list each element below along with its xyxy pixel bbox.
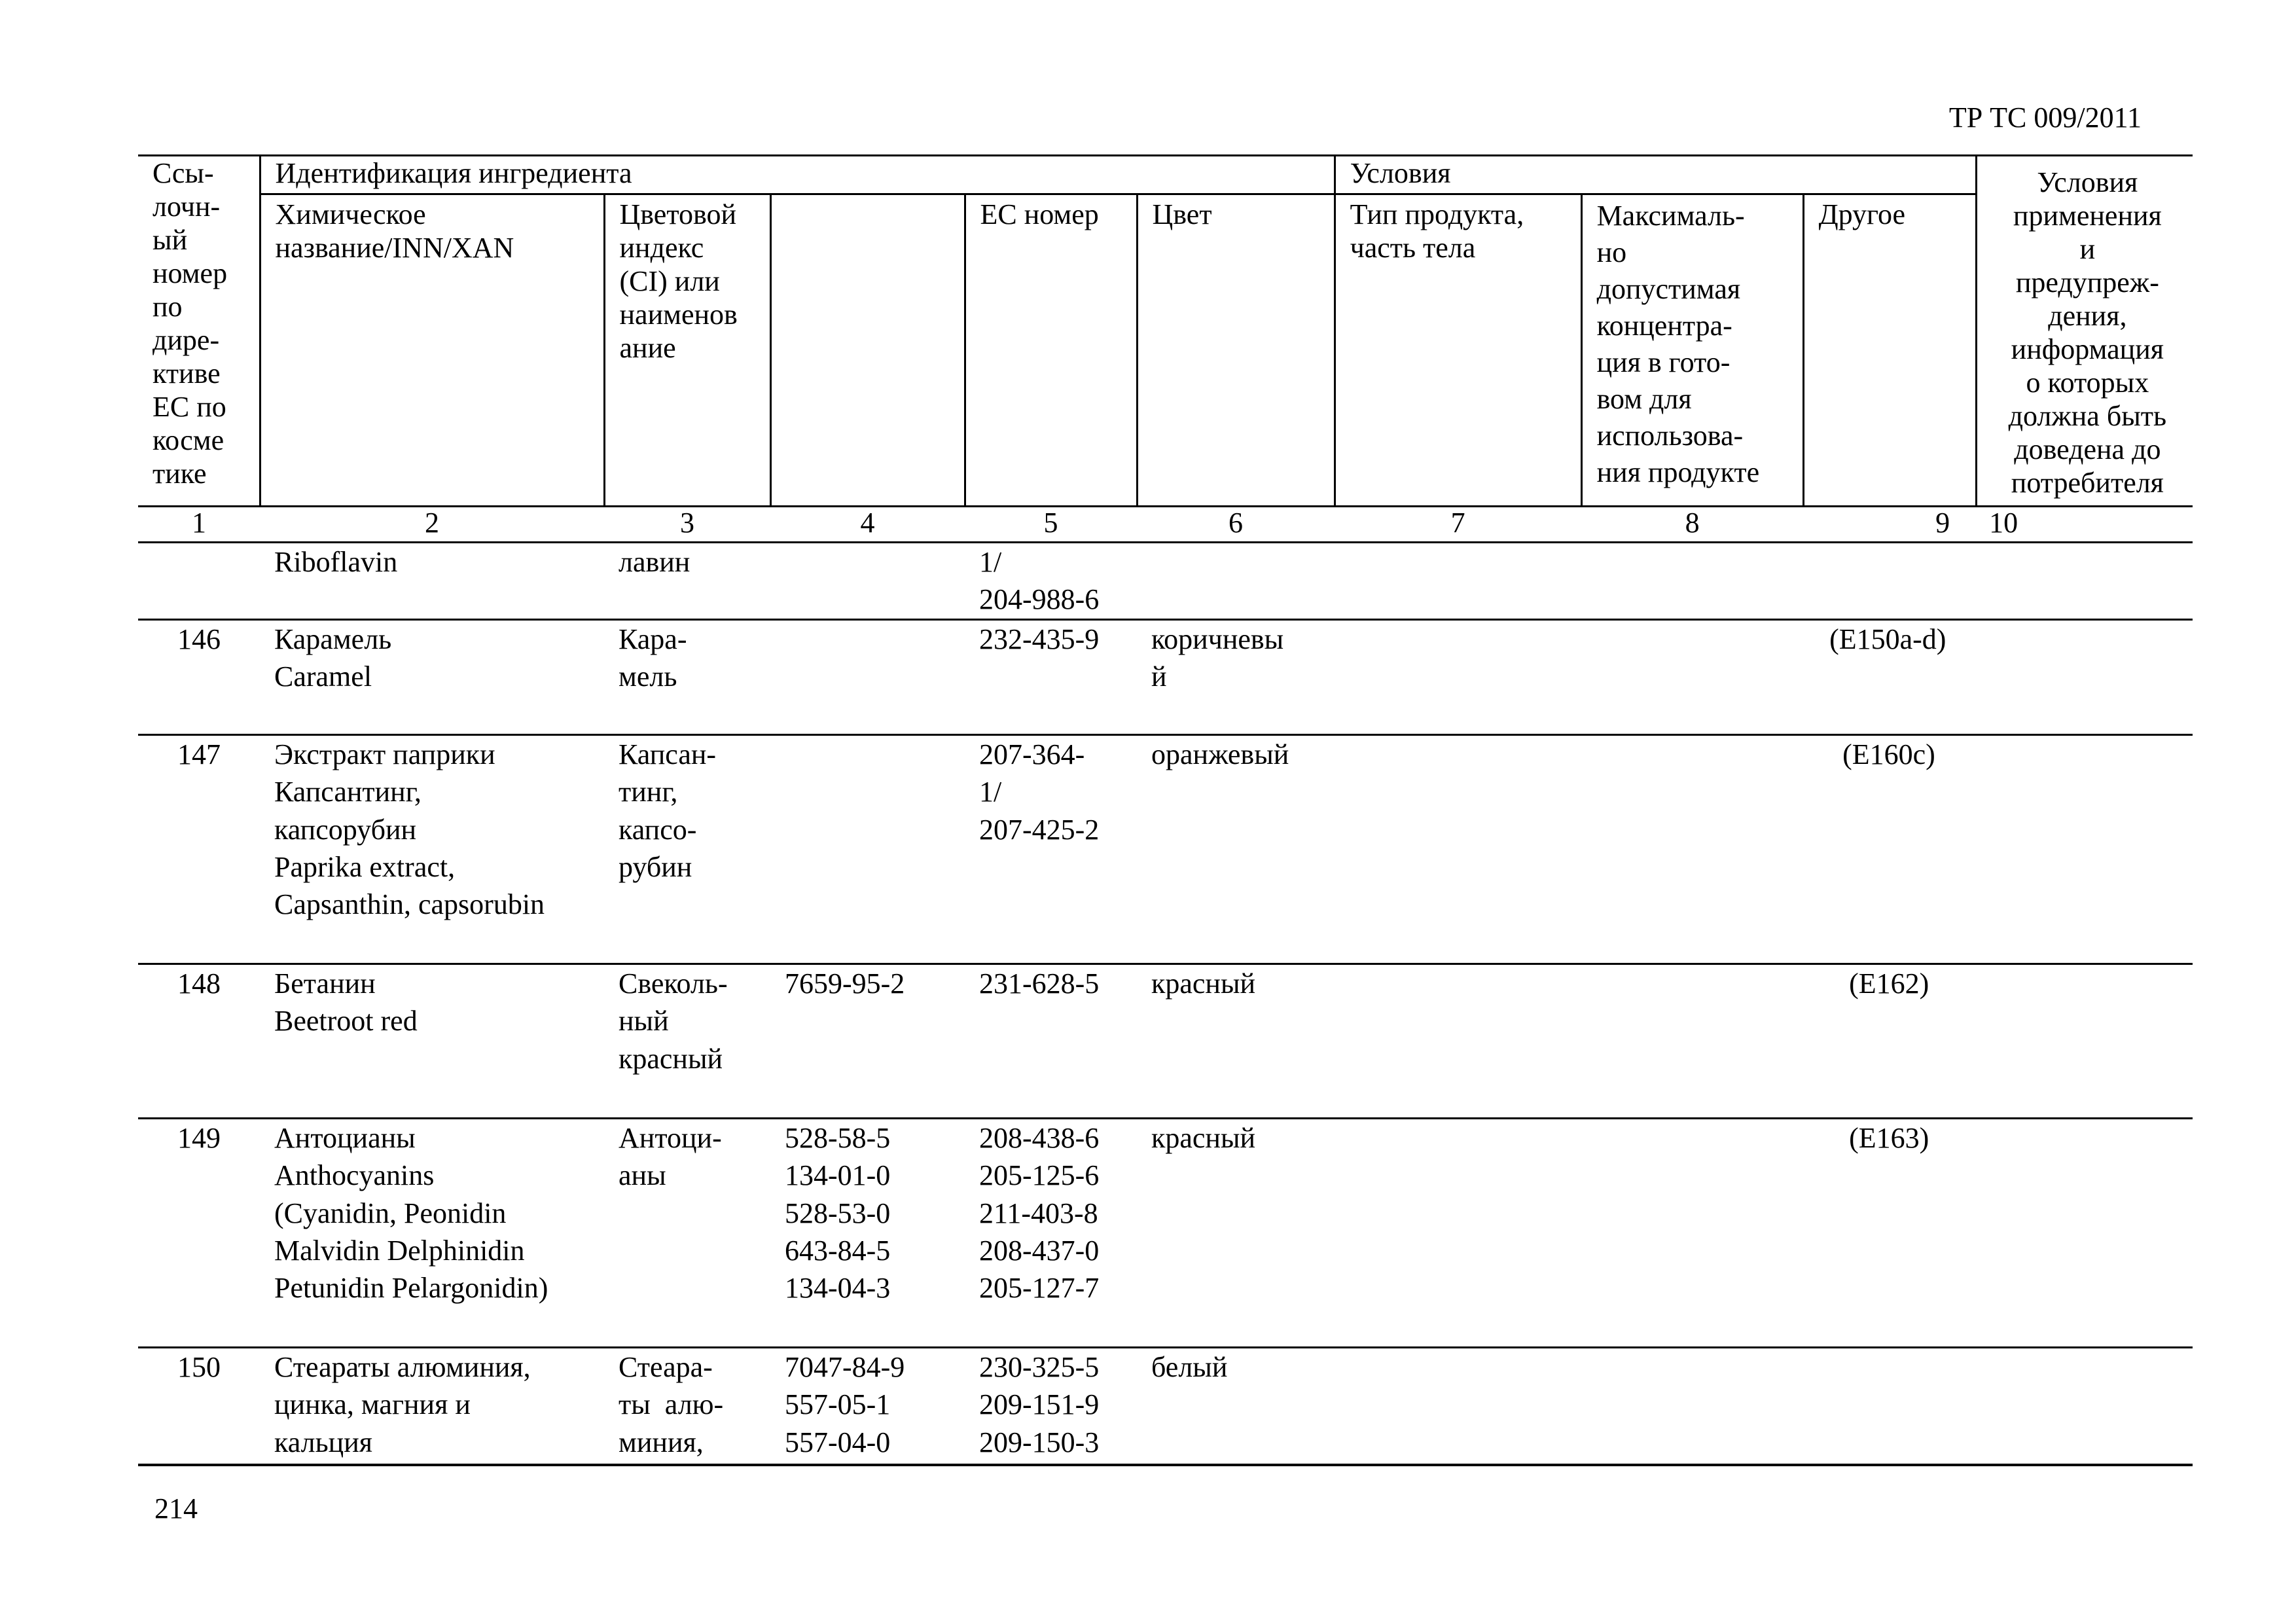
cell-ec: 230-325-5 209-151-9 209-150-3: [965, 1347, 1137, 1465]
cell-other: [1803, 1347, 1976, 1465]
cell-ec: 231-628-5: [965, 964, 1137, 1118]
cell-ref: 146: [138, 619, 260, 734]
cell-other: (E162): [1803, 964, 2193, 1118]
cell-name: Стеараты алюминия, цинка, магния и кальция: [260, 1347, 604, 1465]
cell-color: красный: [1137, 964, 1335, 1118]
cell-product-type: [1335, 619, 1581, 734]
header-color-index: Цветовой индекс (CI) или наименов ание: [604, 194, 770, 507]
cell-color: красный: [1137, 1118, 1335, 1347]
cell-ref: [138, 543, 260, 620]
column-number: 8: [1581, 507, 1803, 543]
table-row: [138, 734, 2193, 964]
cell-ci: Антоци- аны: [604, 1118, 770, 1347]
column-numbers-row: [138, 507, 2193, 543]
cell-other: (E160c): [1803, 734, 2193, 964]
cell-other: [1803, 543, 1976, 620]
cell-other: (E163): [1803, 1118, 2193, 1347]
column-number: 3: [604, 507, 770, 543]
cell-cas: [770, 734, 965, 964]
cell-cas: 528-58-5 134-01-0 528-53-0 643-84-5 134-04-3: [770, 1118, 965, 1347]
cell-name: Антоцианы Anthocyanins (Cyanidin, Peonidin Malvidin Delphinidin Petunidin Pelargonidin): [260, 1118, 604, 1347]
cell-cas: [770, 619, 965, 734]
cell-ec: 232-435-9: [965, 619, 1137, 734]
cell-ci: Капсан- тинг, капсо- рубин: [604, 734, 770, 964]
cell-max-concentration: [1581, 1118, 1803, 1347]
cell-name: Бетанин Beetroot red: [260, 964, 604, 1118]
ingredients-table: [138, 154, 2193, 1466]
column-number: 1: [138, 507, 260, 543]
cell-cas: 7047-84-9 557-05-1 557-04-0: [770, 1347, 965, 1465]
cell-max-concentration: [1581, 734, 1803, 964]
cell-color: белый: [1137, 1347, 1335, 1465]
cell-product-type: [1335, 964, 1581, 1118]
cell-max-concentration: [1581, 964, 1803, 1118]
cell-color: оранжевый: [1137, 734, 1335, 964]
cell-ci: Стеара- ты алю- миния,: [604, 1347, 770, 1465]
cell-product-type: [1335, 734, 1581, 964]
header-other: Другое: [1803, 194, 1976, 507]
cell-name: Экстракт паприки Капсантинг, капсорубин Paprika extract, Capsanthin, capsorubin: [260, 734, 604, 964]
header-ref-number: Ссы- лочн- ый номер по дире- ктиве ЕС по косме тике: [138, 156, 260, 507]
column-number: 2: [260, 507, 604, 543]
column-number: 9: [1803, 507, 1976, 543]
cell-max-concentration: [1581, 1347, 1803, 1465]
cell-name: Карамель Caramel: [260, 619, 604, 734]
table-row: [138, 1118, 2193, 1347]
cell-name: Riboflavin: [260, 543, 604, 620]
cell-max-concentration: [1581, 619, 1803, 734]
column-number: 4: [770, 507, 965, 543]
cell-cas: 7659-95-2: [770, 964, 965, 1118]
table-row: [138, 964, 2193, 1118]
cell-ec: 1/ 204-988-6: [965, 543, 1137, 620]
cell-ci: лавин: [604, 543, 770, 620]
header-ingredient-identification: Идентификация ингредиента: [260, 156, 1335, 194]
table-row: [138, 543, 2193, 620]
page-number: 214: [154, 1492, 198, 1525]
cell-max-concentration: [1581, 543, 1803, 620]
cell-usage-warnings: [1976, 1347, 2193, 1465]
header-ec-number: ЕС номер: [965, 194, 1137, 507]
cell-color: коричневы й: [1137, 619, 1335, 734]
table-row: [138, 1347, 2193, 1465]
header-max-concentration: Максималь- но допустимая концентра- ция в гото- вом для использова- ния продукте: [1581, 194, 1803, 507]
cell-ref: 150: [138, 1347, 260, 1465]
cell-ref: 149: [138, 1118, 260, 1347]
header-usage-warnings: Условия применения и предупреж- дения, информация о которых должна быть доведена до потребителя: [1976, 156, 2193, 507]
cell-ref: 147: [138, 734, 260, 964]
column-number: 10: [1976, 507, 2193, 543]
table-row: [138, 619, 2193, 734]
header-color: Цвет: [1137, 194, 1335, 507]
cell-ec: 208-438-6 205-125-6 211-403-8 208-437-0 205-127-7: [965, 1118, 1137, 1347]
header-conditions: Условия: [1335, 156, 1976, 194]
cell-cas: [770, 543, 965, 620]
header-product-type: Тип продукта, часть тела: [1335, 194, 1581, 507]
header-chemical-name: Химическое название/INN/XAN: [260, 194, 604, 507]
column-number: 7: [1335, 507, 1581, 543]
cell-ec: 207-364- 1/ 207-425-2: [965, 734, 1137, 964]
cell-product-type: [1335, 1347, 1581, 1465]
header-cas-number: [770, 194, 965, 507]
cell-ref: 148: [138, 964, 260, 1118]
column-number: 6: [1137, 507, 1335, 543]
cell-usage-warnings: [1976, 543, 2193, 620]
cell-product-type: [1335, 543, 1581, 620]
cell-color: [1137, 543, 1335, 620]
column-number: 5: [965, 507, 1137, 543]
cell-ci: Свеколь- ный красный: [604, 964, 770, 1118]
cell-other: (E150a-d): [1803, 619, 2193, 734]
running-header: ТР ТС 009/2011: [1948, 101, 2142, 134]
cell-ci: Кара- мель: [604, 619, 770, 734]
cell-product-type: [1335, 1118, 1581, 1347]
